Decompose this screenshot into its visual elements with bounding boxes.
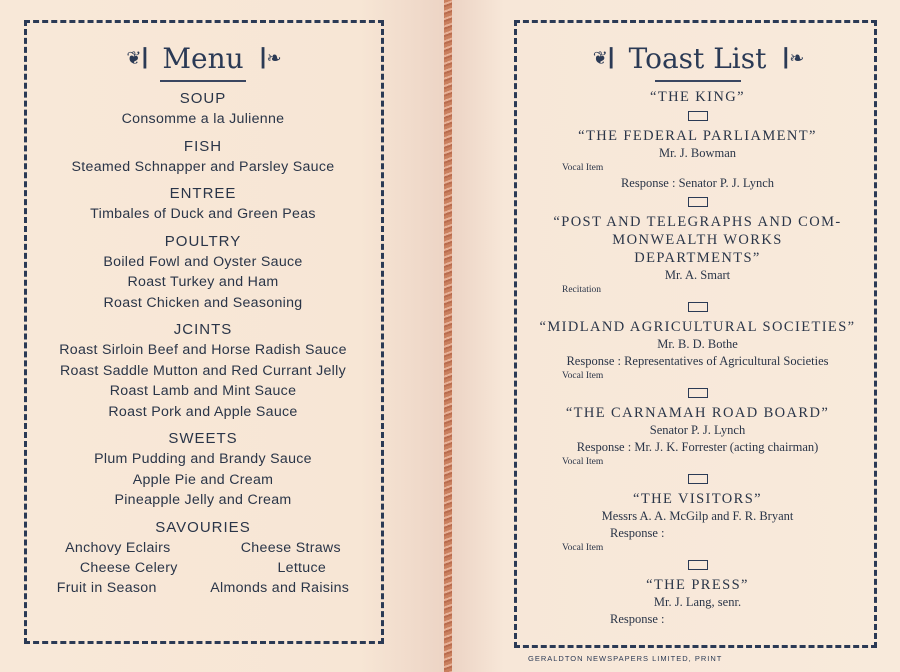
separator-box-icon bbox=[688, 388, 708, 398]
toast-title-line3: DEPARTMENTS” bbox=[634, 250, 761, 266]
menu-section-poultry bbox=[30, 231, 376, 314]
title-underline bbox=[160, 80, 246, 82]
toast-response: Response : bbox=[610, 526, 665, 540]
palmette-ornament-icon: ┃❧ bbox=[780, 47, 803, 68]
menu-section-soup bbox=[30, 88, 376, 130]
toast-list-content bbox=[520, 38, 875, 628]
menu-item: Roast Pork and Apple Sauce bbox=[108, 403, 298, 420]
savouries-row bbox=[30, 538, 376, 558]
menu-item: Timbales of Duck and Green Peas bbox=[90, 206, 316, 222]
toast-title-row bbox=[520, 38, 875, 78]
toast-response: Response : Senator P. J. Lynch bbox=[620, 176, 775, 190]
menu-category: FISH bbox=[183, 137, 223, 155]
toast-response: Response : bbox=[610, 612, 665, 626]
toast-interlude: Vocal Item bbox=[562, 457, 604, 467]
toast-proposer: Senator P. J. Lynch bbox=[649, 423, 746, 437]
menu-item: Pineapple Jelly and Cream bbox=[114, 492, 292, 508]
menu-category: SOUP bbox=[179, 90, 227, 107]
menu-item: Fruit in Season bbox=[56, 579, 157, 596]
palmette-ornament-icon: ❦┃ bbox=[126, 47, 149, 68]
toast-title: “MIDLAND AGRICULTURAL SOCIETIES” bbox=[539, 319, 856, 335]
toast-response: Response : Mr. J. K. Forrester (acting chairman) bbox=[576, 440, 819, 454]
toast-proposer: Mr. J. Bowman bbox=[658, 146, 737, 160]
menu-item: Apple Pie and Cream bbox=[132, 471, 274, 488]
menu-section-savouries bbox=[30, 517, 376, 598]
menu-item: Roast Turkey and Ham bbox=[127, 274, 279, 290]
toast-title-line2: MONWEALTH WORKS bbox=[612, 232, 783, 248]
menu-item: Boiled Fowl and Oyster Sauce bbox=[103, 253, 303, 270]
separator-box-icon bbox=[688, 560, 708, 570]
toast-proposer: Mr. B. D. Bothe bbox=[657, 337, 738, 351]
menu-item: Cheese Celery bbox=[79, 559, 178, 576]
menu-category: JCINTS bbox=[173, 321, 233, 338]
menu-section-entree bbox=[30, 183, 376, 225]
toast-title: “THE PRESS” bbox=[646, 577, 749, 593]
toast-title: “THE KING” bbox=[650, 89, 745, 105]
toast-interlude: Vocal Item bbox=[562, 543, 604, 553]
menu-item: Almonds and Raisins bbox=[210, 579, 350, 596]
menu-item: Steamed Schnapper and Parsley Sauce bbox=[71, 158, 335, 175]
menu-content bbox=[30, 38, 376, 604]
menu-item: Cheese Straws bbox=[240, 539, 341, 556]
menu-item: Consomme a la Julienne bbox=[121, 111, 285, 127]
separator-box-icon bbox=[688, 302, 708, 312]
menu-title-row bbox=[30, 38, 376, 78]
menu-item: Plum Pudding and Brandy Sauce bbox=[94, 451, 312, 467]
toast-interlude: Vocal Item bbox=[562, 371, 604, 381]
separator-box-icon bbox=[688, 197, 708, 207]
toast-proposer: Mr. J. Lang, senr. bbox=[653, 595, 742, 609]
separator-box-icon bbox=[688, 111, 708, 121]
toast-proposer: Messrs A. A. McGilp and F. R. Bryant bbox=[601, 509, 794, 523]
toast-interlude: Recitation bbox=[562, 285, 602, 295]
separator-box-icon bbox=[688, 474, 708, 484]
toast-response: Response : Representatives of Agricultural Societies bbox=[566, 354, 829, 368]
toast-title: “POST AND TELEGRAPHS AND COM- bbox=[553, 214, 842, 230]
menu-category: SAVOURIES bbox=[155, 518, 251, 536]
menu-section-fish bbox=[30, 136, 376, 178]
menu-category: ENTREE bbox=[169, 185, 237, 202]
title-underline bbox=[655, 80, 741, 82]
savouries-row bbox=[30, 578, 376, 598]
printer-credit: GERALDTON NEWSPAPERS LIMITED, PRINT bbox=[528, 654, 723, 663]
toast-list-title: Toast List bbox=[628, 41, 767, 75]
menu-item: Roast Lamb and Mint Sauce bbox=[109, 383, 297, 399]
binding-cord bbox=[444, 0, 452, 672]
menu-category: SWEETS bbox=[168, 430, 238, 447]
menu-title: Menu bbox=[162, 41, 244, 75]
menu-section-joints bbox=[30, 319, 376, 422]
toast-title: “THE VISITORS” bbox=[632, 491, 762, 507]
menu-category: POULTRY bbox=[164, 232, 242, 250]
savouries-row bbox=[30, 558, 376, 578]
toast-title: “THE FEDERAL PARLIAMENT” bbox=[578, 128, 817, 144]
menu-item: Roast Sirloin Beef and Horse Radish Sauce bbox=[59, 342, 347, 358]
palmette-ornament-icon: ❦┃ bbox=[592, 47, 615, 68]
menu-item: Roast Chicken and Seasoning bbox=[103, 294, 303, 311]
menu-item: Lettuce bbox=[277, 559, 327, 576]
menu-item: Anchovy Eclairs bbox=[65, 539, 171, 556]
toast-proposer: Mr. A. Smart bbox=[664, 268, 731, 282]
menu-section-sweets bbox=[30, 428, 376, 511]
palmette-ornament-icon: ┃❧ bbox=[257, 47, 280, 68]
toast-title: “THE CARNAMAH ROAD BOARD” bbox=[565, 405, 830, 421]
toast-interlude: Vocal Item bbox=[562, 163, 604, 173]
menu-item: Roast Saddle Mutton and Red Currant Jelly bbox=[60, 362, 346, 379]
